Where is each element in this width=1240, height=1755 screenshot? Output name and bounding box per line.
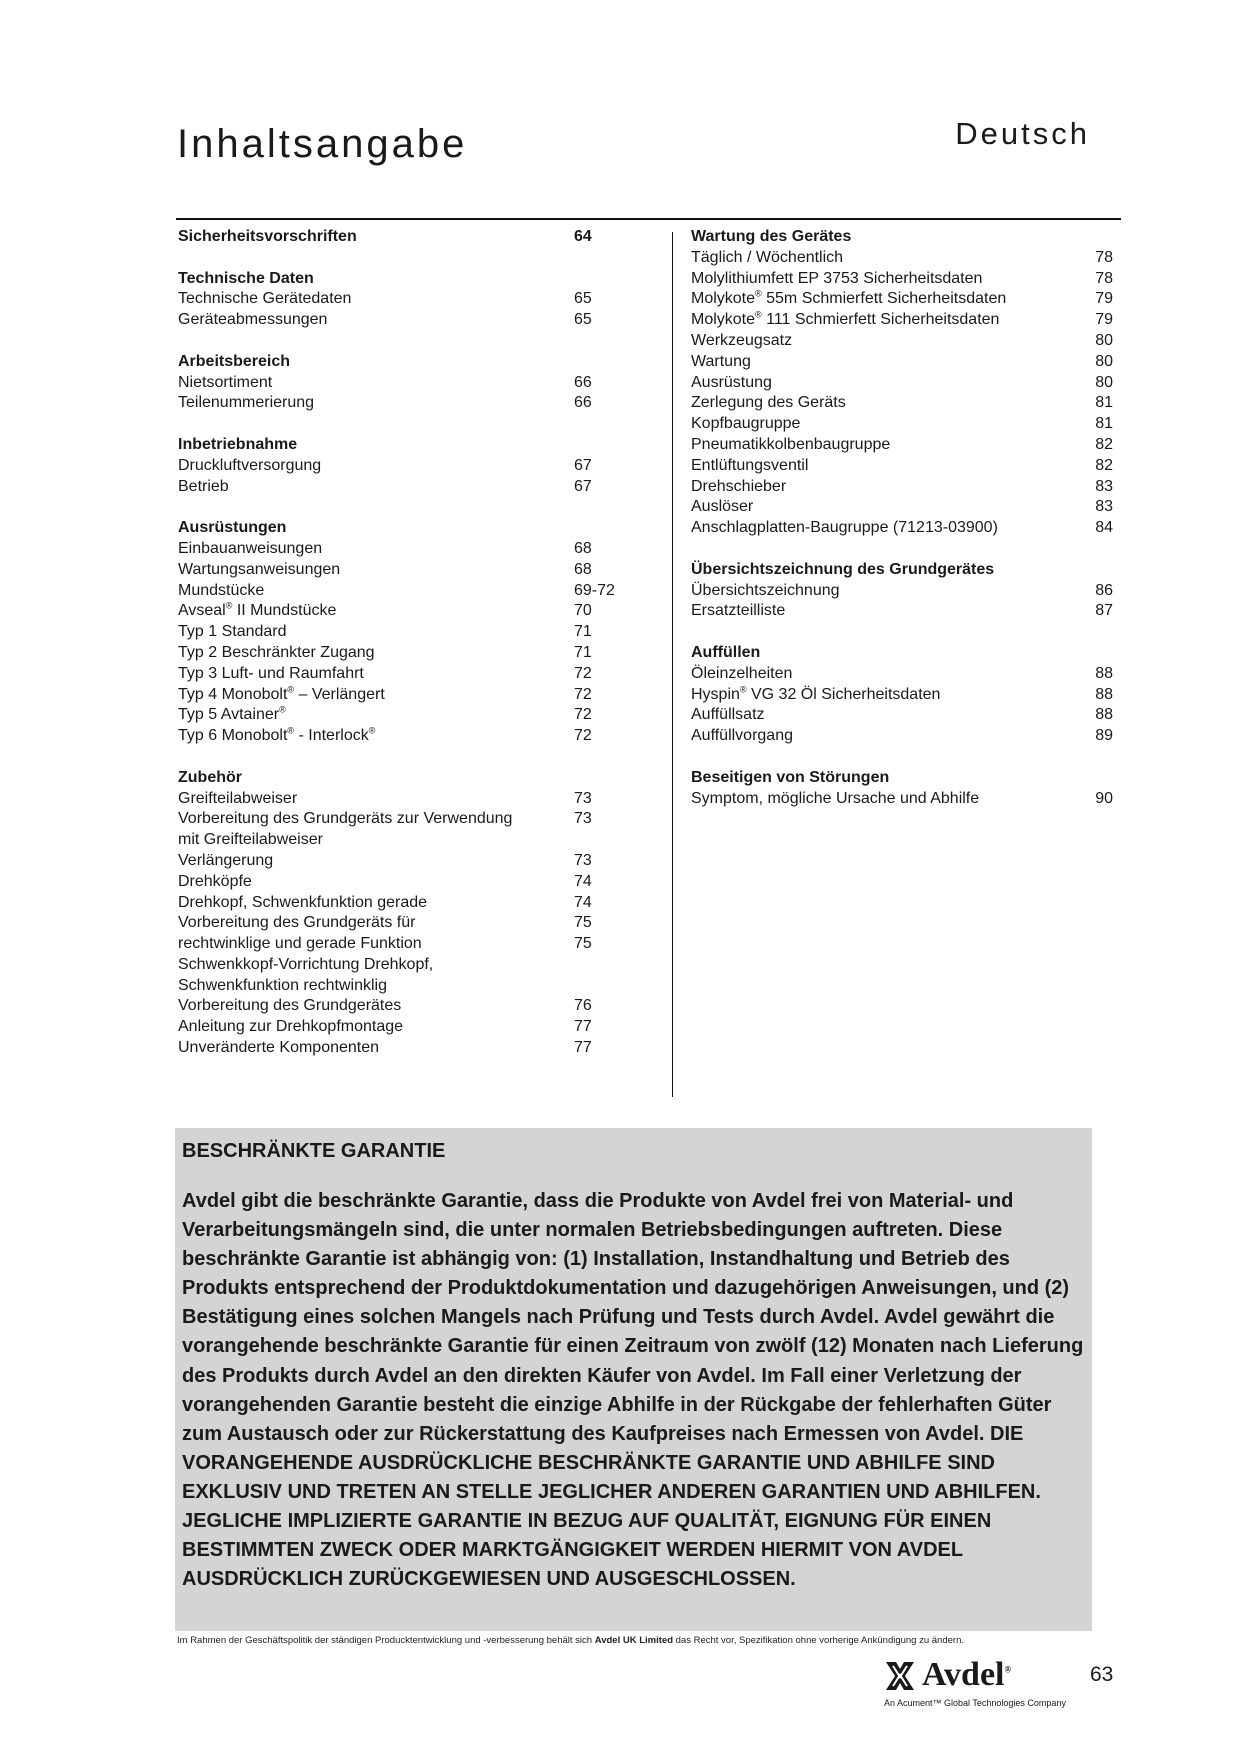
toc-entry-page: 65 — [574, 311, 592, 329]
toc-entry-label: Drehköpfe — [178, 872, 252, 890]
toc-entry — [691, 705, 1113, 726]
toc-entry-page: 88 — [1095, 685, 1113, 703]
toc-entry-page: 72 — [574, 727, 592, 745]
toc-entry — [178, 685, 618, 706]
column-divider — [672, 232, 673, 1097]
toc-entry-label: Molykote® 55m Schmierfett Sicherheitsdaten — [691, 289, 1007, 308]
toc-entry-page: 67 — [574, 477, 592, 495]
toc-entry-label: Schwenkkopf-Vorrichtung Drehkopf, — [178, 955, 434, 973]
toc-entry-page: 77 — [574, 1018, 592, 1036]
toc-entry-label: Täglich / Wöchentlich — [691, 248, 844, 266]
toc-entry-page: 77 — [574, 1039, 592, 1057]
toc-entry-label: Drehschieber — [691, 477, 787, 495]
toc-entry — [178, 622, 618, 643]
toc-entry-label: Hyspin® VG 32 Öl Sicherheitsdaten — [691, 684, 941, 703]
toc-right-column — [691, 227, 1113, 809]
toc-entry — [691, 289, 1113, 310]
toc-entry-label: mit Greifteilabweiser — [178, 831, 323, 849]
toc-entry-label: Öleinzelheiten — [691, 664, 793, 682]
toc-entry-label: Auffüllen — [691, 643, 761, 661]
toc-spacer — [178, 414, 618, 435]
toc-entry-page — [574, 768, 618, 789]
toc-entry-page: 73 — [574, 851, 592, 869]
toc-section-heading — [178, 518, 618, 539]
toc-section-heading — [691, 560, 1113, 581]
toc-entry-label: Verlängerung — [178, 851, 274, 869]
toc-entry-page: 83 — [1095, 477, 1113, 495]
toc-entry — [178, 893, 618, 914]
toc-entry-label: Wartung — [691, 352, 751, 370]
toc-entry-page — [574, 830, 618, 851]
toc-entry — [691, 497, 1113, 518]
toc-entry — [178, 393, 618, 414]
toc-entry-label: Zubehör — [178, 768, 242, 786]
toc-entry-label: Werkzeugsatz — [691, 331, 793, 349]
toc-entry-page: 73 — [574, 789, 592, 807]
toc-entry-page: 80 — [1095, 331, 1113, 349]
toc-entry — [178, 373, 618, 394]
toc-entry-label: Greifteilabweiser — [178, 789, 298, 807]
toc-entry-page: 80 — [1095, 373, 1113, 391]
toc-section-heading — [691, 227, 1113, 248]
toc-entry — [178, 643, 618, 664]
toc-entry — [178, 1017, 618, 1038]
toc-entry-page: 65 — [574, 290, 592, 308]
toc-entry-page: 79 — [1095, 290, 1113, 308]
toc-entry-label: Inbetriebnahme — [178, 435, 298, 453]
toc-entry-page: 78 — [1095, 248, 1113, 266]
toc-entry — [691, 685, 1113, 706]
toc-entry-page: 90 — [1095, 789, 1113, 807]
toc-entry-label: Typ 5 Avtainer® — [178, 705, 286, 724]
toc-entry — [691, 248, 1113, 269]
toc-entry — [691, 664, 1113, 685]
toc-entry-label: Sicherheitsvorschriften — [178, 228, 357, 245]
toc-entry-page: 64 — [574, 228, 592, 245]
toc-entry-page: 88 — [1095, 664, 1113, 682]
toc-entry-page — [1073, 768, 1113, 789]
toc-entry-page: 80 — [1095, 352, 1113, 370]
toc-entry — [178, 934, 618, 955]
toc-entry — [691, 373, 1113, 394]
logo-registered: ® — [1004, 1664, 1012, 1675]
toc-entry — [691, 435, 1113, 456]
toc-entry-label: Drehkopf, Schwenkfunktion gerade — [178, 893, 428, 911]
toc-entry-page: 66 — [574, 394, 592, 412]
toc-entry-label: Molylithiumfett EP 3753 Sicherheitsdaten — [691, 269, 983, 287]
toc-entry-label: Kopfbaugruppe — [691, 415, 801, 433]
toc-entry — [178, 1038, 618, 1059]
toc-entry-page: 87 — [1095, 602, 1113, 620]
toc-entry-label: Wartung des Gerätes — [691, 228, 852, 245]
logo-tagline: An Acument™ Global Technologies Company — [884, 1698, 1066, 1708]
header-divider — [176, 218, 1121, 220]
toc-entry-page: 83 — [1095, 498, 1113, 516]
toc-entry — [178, 789, 618, 810]
toc-entry-label: Arbeitsbereich — [178, 352, 291, 370]
toc-entry-page — [574, 518, 618, 539]
toc-entry — [691, 414, 1113, 435]
toc-entry-label: Auffüllvorgang — [691, 727, 793, 745]
toc-entry — [178, 830, 618, 851]
toc-entry-page: 84 — [1095, 519, 1113, 537]
toc-entry — [691, 456, 1113, 477]
toc-entry-label: Typ 1 Standard — [178, 623, 287, 641]
toc-entry — [691, 352, 1113, 373]
toc-entry — [691, 601, 1113, 622]
toc-entry-label: Molykote® 111 Schmierfett Sicherheitsdaten — [691, 309, 1000, 329]
avdel-logo-mark-icon — [884, 1660, 916, 1692]
toc-entry-page: 70 — [574, 602, 592, 620]
toc-section-heading — [691, 768, 1113, 789]
toc-entry-page: 73 — [574, 810, 592, 828]
toc-entry — [178, 664, 618, 685]
toc-entry-label: Nietsortiment — [178, 373, 273, 391]
toc-entry-page: 68 — [574, 560, 592, 578]
toc-entry-page — [574, 955, 618, 976]
toc-section-heading — [178, 768, 618, 789]
toc-entry-label: Auffüllsatz — [691, 706, 765, 724]
toc-entry — [178, 289, 618, 310]
toc-entry — [691, 789, 1113, 810]
toc-entry-page: 88 — [1095, 706, 1113, 724]
toc-entry — [178, 913, 618, 934]
toc-entry-page — [1073, 643, 1113, 664]
toc-entry-label: Betrieb — [178, 477, 229, 495]
toc-entry-label: Vorbereitung des Grundgerätes — [178, 997, 402, 1015]
toc-entry-label: Anleitung zur Drehkopfmontage — [178, 1018, 404, 1036]
toc-section-heading — [178, 435, 618, 456]
toc-spacer — [178, 497, 618, 518]
toc-entry-page: 72 — [574, 664, 592, 682]
toc-entry-page: 78 — [1095, 269, 1113, 287]
toc-spacer — [178, 747, 618, 768]
toc-entry-page: 67 — [574, 456, 592, 474]
toc-entry — [178, 560, 618, 581]
toc-entry — [178, 539, 618, 560]
toc-entry-page: 81 — [1095, 415, 1113, 433]
toc-entry-page — [574, 976, 618, 997]
toc-entry-page: 81 — [1095, 394, 1113, 412]
toc-entry-page: 82 — [1095, 435, 1113, 453]
toc-entry-label: Unveränderte Komponenten — [178, 1039, 380, 1057]
toc-entry-label: Typ 3 Luft- und Raumfahrt — [178, 664, 364, 682]
toc-entry-label: Entlüftungsventil — [691, 456, 809, 474]
page-number: 63 — [1090, 1663, 1114, 1686]
toc-entry — [178, 477, 618, 498]
logo-brand: Avdel — [922, 1656, 1005, 1693]
toc-entry-label: Teilenummerierung — [178, 394, 315, 412]
toc-entry — [691, 726, 1113, 747]
footnote-text-1: Im Rahmen der Geschäftspolitik der ständigen Producktentwicklung und -verbesserung behält sich — [177, 1635, 595, 1646]
toc-entry-label: Beseitigen von Störungen — [691, 768, 890, 786]
toc-entry-label: Geräteabmessungen — [178, 311, 328, 329]
toc-entry-page: 86 — [1095, 581, 1113, 599]
toc-entry-page: 75 — [574, 914, 592, 932]
toc-entry — [178, 996, 618, 1017]
toc-spacer — [178, 331, 618, 352]
toc-entry-label: Einbauanweisungen — [178, 539, 323, 557]
toc-entry-label: Auslöser — [691, 498, 754, 516]
toc-entry — [178, 955, 618, 976]
toc-entry-page — [574, 352, 618, 373]
warranty-box — [175, 1128, 1092, 1631]
warranty-heading: BESCHRÄNKTE GARANTIE — [182, 1140, 446, 1162]
toc-entry — [691, 269, 1113, 290]
toc-entry — [691, 477, 1113, 498]
avdel-logo — [884, 1658, 1074, 1714]
toc-entry-label: Typ 6 Monobolt® - Interlock® — [178, 725, 376, 745]
toc-entry-page: 71 — [574, 623, 592, 641]
toc-section-heading — [178, 352, 618, 373]
toc-entry-label: Übersichtszeichnung — [691, 581, 840, 599]
toc-entry-label: Wartungsanweisungen — [178, 560, 341, 578]
toc-entry-label: Vorbereitung des Grundgeräts für — [178, 914, 416, 932]
toc-entry-label: Pneumatikkolbenbaugruppe — [691, 435, 891, 453]
toc-section-heading — [691, 643, 1113, 664]
language-label: Deutsch — [955, 116, 1090, 151]
toc-entry — [691, 518, 1113, 539]
toc-entry — [178, 456, 618, 477]
toc-entry-label: Mundstücke — [178, 581, 265, 599]
toc-entry-page: 72 — [574, 706, 592, 724]
warranty-text: Avdel gibt die beschränkte Garantie, dass die Produkte von Avdel frei von Material- und Verarbeitungsmängeln sind, die unter normalen Betriebsbedingungen auftreten. Diese beschränkte Garantie ist abhängig von: (1) Installation, Instandhaltung und Betrieb des Produkts entsprechend der Produktdokumentation und dazugehörigen Anweisungen, und (2) Bestätigung eines solchen Mangels nach Prüfung und Tests durch Avdel. Avdel gewährt die vorangehende beschränkte Garantie für einen Zeitraum von zwölf (12) Monaten nach Lieferung des Produkts durch Avdel an den direkten Käufer von Avdel. Im Fall einer Verletzung der vorangehenden Garantie besteht die einzige Abhilfe in der Rückgabe der fehlerhaften Güter zum Austausch oder zur Rückerstattung des Kaufpreises nach Ermessen von Avdel. DIE VORANGEHENDE AUSDRÜCKLICHE BESCHRÄNKTE GARANTIE UND ABHILFE SIND EXKLUSIV UND TRETEN AN STELLE JEGLICHER ANDEREN GARANTIEN UND ABHILFEN. JEGLICHE IMPLIZIERTE GARANTIE IN BEZUG AUF QUALITÄT, EIGNUNG FÜR EINEN BESTIMMTEN ZWECK ODER MARKTGÄNGIGKEIT WERDEN HIERMIT VON AVDEL AUSDRÜCKLICH ZURÜCKGEWIESEN UND AUSGESCHLOSSEN. — [182, 1190, 1084, 1591]
toc-entry — [691, 331, 1113, 352]
toc-section-heading — [178, 269, 618, 290]
toc-entry-page — [1073, 227, 1113, 248]
toc-entry-label: rechtwinklige und gerade Funktion — [178, 935, 422, 953]
toc-entry-page — [574, 269, 618, 290]
toc-entry-label: Zerlegung des Geräts — [691, 394, 846, 412]
toc-entry-page: 74 — [574, 872, 592, 890]
toc-entry-label: Vorbereitung des Grundgeräts zur Verwendung — [178, 810, 513, 828]
toc-entry — [178, 726, 618, 747]
toc-spacer — [691, 539, 1113, 560]
toc-section-heading — [178, 227, 618, 248]
toc-entry-page: 69-72 — [574, 581, 615, 599]
toc-entry-page: 89 — [1095, 727, 1113, 745]
toc-entry-label: Ersatzteilliste — [691, 602, 786, 620]
toc-entry-label: Technische Gerätedaten — [178, 290, 352, 308]
toc-entry — [178, 310, 618, 331]
toc-spacer — [178, 248, 618, 269]
toc-spacer — [691, 622, 1113, 643]
footnote-text-2: das Recht vor, Spezifikation ohne vorherige Ankündigung zu ändern. — [673, 1635, 964, 1646]
toc-entry-label: Schwenkfunktion rechtwinklig — [178, 976, 387, 994]
footnote-company: Avdel UK Limited — [594, 1635, 673, 1646]
footnote — [177, 1635, 964, 1646]
toc-entry — [178, 872, 618, 893]
toc-entry-label: Symptom, mögliche Ursache und Abhilfe — [691, 789, 980, 807]
toc-entry-page: 66 — [574, 373, 592, 391]
page-title: Inhaltsangabe — [177, 122, 468, 166]
toc-entry-page: 71 — [574, 643, 592, 661]
toc-entry — [178, 705, 618, 726]
toc-entry-page: 72 — [574, 685, 592, 703]
toc-entry-page: 74 — [574, 893, 592, 911]
toc-left-column — [178, 227, 618, 1059]
toc-entry-page — [1073, 560, 1113, 581]
toc-entry-label: Ausrüstungen — [178, 519, 287, 537]
toc-entry — [178, 809, 618, 830]
toc-entry-page: 79 — [1095, 311, 1113, 329]
toc-entry — [691, 581, 1113, 602]
toc-entry-label: Avseal® II Mundstücke — [178, 601, 337, 620]
toc-entry-page: 75 — [574, 935, 592, 953]
toc-entry — [178, 851, 618, 872]
toc-entry — [178, 601, 618, 622]
toc-entry-page — [574, 435, 618, 456]
toc-entry — [691, 393, 1113, 414]
toc-spacer — [691, 747, 1113, 768]
toc-entry-label: Druckluftversorgung — [178, 456, 322, 474]
toc-entry-label: Technische Daten — [178, 269, 314, 287]
toc-entry — [178, 976, 618, 997]
toc-entry-page: 68 — [574, 539, 592, 557]
toc-entry-label: Übersichtszeichnung des Grundgerätes — [691, 560, 995, 578]
toc-entry-label: Ausrüstung — [691, 373, 772, 391]
toc-entry-label: Typ 4 Monobolt® – Verlängert — [178, 684, 385, 703]
toc-entry — [691, 310, 1113, 331]
toc-entry-label: Anschlagplatten-Baugruppe (71213-03900) — [691, 519, 998, 537]
toc-entry — [178, 581, 618, 602]
toc-entry-label: Typ 2 Beschränkter Zugang — [178, 643, 375, 661]
toc-entry-page: 76 — [574, 997, 592, 1015]
toc-entry-page: 82 — [1095, 456, 1113, 474]
